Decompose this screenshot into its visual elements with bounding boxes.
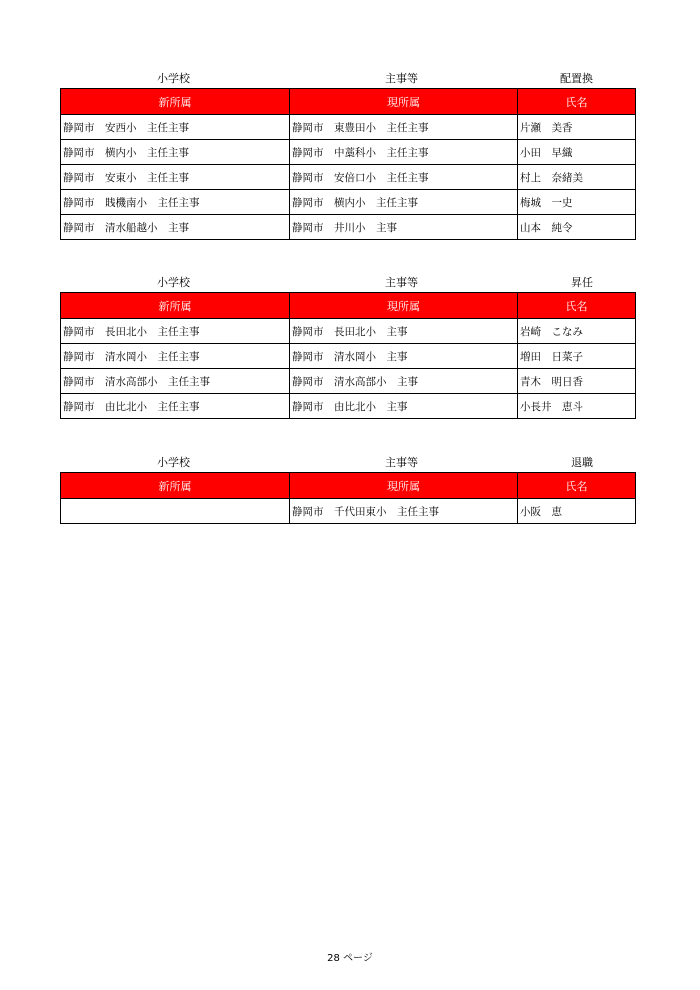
cell-new-affiliation: 静岡市 横内小 主任主事 — [61, 140, 290, 165]
table-row — [61, 190, 636, 215]
header-name: 氏名 — [518, 89, 636, 115]
cell-name: 青木 明日香 — [518, 369, 636, 394]
section-reassignment — [60, 66, 635, 240]
change-type-label: 配置換 — [560, 72, 593, 85]
header-current-affiliation: 現所属 — [290, 473, 518, 499]
table-row — [61, 165, 636, 190]
table-row — [61, 344, 636, 369]
cell-name: 村上 奈緒美 — [518, 165, 636, 190]
cell-name: 小田 早織 — [518, 140, 636, 165]
table-row — [61, 369, 636, 394]
cell-current-affiliation: 静岡市 由比北小 主事 — [290, 394, 518, 419]
header-new-affiliation: 新所属 — [61, 293, 290, 319]
header-current-affiliation: 現所属 — [290, 89, 518, 115]
table-row — [61, 115, 636, 140]
cell-new-affiliation: 静岡市 清水岡小 主任主事 — [61, 344, 290, 369]
personnel-table — [60, 472, 636, 524]
section-retirement — [60, 450, 635, 524]
cell-new-affiliation: 静岡市 賎機南小 主任主事 — [61, 190, 290, 215]
cell-current-affiliation: 静岡市 東豊田小 主任主事 — [290, 115, 518, 140]
header-name: 氏名 — [518, 473, 636, 499]
table-row — [61, 215, 636, 240]
cell-current-affiliation: 静岡市 長田北小 主事 — [290, 319, 518, 344]
cell-new-affiliation — [61, 499, 290, 524]
table-row — [61, 499, 636, 524]
school-type-label: 小学校 — [157, 72, 190, 85]
section-header — [60, 450, 635, 472]
header-name: 氏名 — [518, 293, 636, 319]
role-label: 主事等 — [385, 72, 418, 85]
role-label: 主事等 — [385, 276, 418, 289]
table-row — [61, 140, 636, 165]
cell-name: 増田 日菜子 — [518, 344, 636, 369]
section-promotion — [60, 270, 635, 419]
cell-name: 岩崎 こなみ — [518, 319, 636, 344]
cell-current-affiliation: 静岡市 安倍口小 主任主事 — [290, 165, 518, 190]
cell-new-affiliation: 静岡市 安東小 主任主事 — [61, 165, 290, 190]
header-new-affiliation: 新所属 — [61, 89, 290, 115]
personnel-table — [60, 88, 636, 240]
table-row — [61, 394, 636, 419]
cell-new-affiliation: 静岡市 由比北小 主任主事 — [61, 394, 290, 419]
change-type-label: 昇任 — [571, 276, 593, 289]
school-type-label: 小学校 — [157, 276, 190, 289]
cell-current-affiliation: 静岡市 清水岡小 主事 — [290, 344, 518, 369]
cell-name: 小長井 恵斗 — [518, 394, 636, 419]
header-current-affiliation: 現所属 — [290, 293, 518, 319]
cell-new-affiliation: 静岡市 長田北小 主任主事 — [61, 319, 290, 344]
cell-name: 小阪 恵 — [518, 499, 636, 524]
cell-current-affiliation: 静岡市 中藁科小 主任主事 — [290, 140, 518, 165]
table-header-row — [61, 473, 636, 499]
role-label: 主事等 — [385, 456, 418, 469]
cell-new-affiliation: 静岡市 安西小 主任主事 — [61, 115, 290, 140]
page-number: 28 ページ — [327, 953, 373, 964]
table-row — [61, 319, 636, 344]
table-header-row — [61, 89, 636, 115]
cell-current-affiliation: 静岡市 千代田東小 主任主事 — [290, 499, 518, 524]
change-type-label: 退職 — [571, 456, 593, 469]
table-header-row — [61, 293, 636, 319]
cell-new-affiliation: 静岡市 清水高部小 主任主事 — [61, 369, 290, 394]
cell-name: 梅城 一史 — [518, 190, 636, 215]
cell-new-affiliation: 静岡市 清水船越小 主事 — [61, 215, 290, 240]
section-header — [60, 66, 635, 88]
personnel-table — [60, 292, 636, 419]
cell-name: 片瀬 美香 — [518, 115, 636, 140]
cell-current-affiliation: 静岡市 横内小 主任主事 — [290, 190, 518, 215]
section-header — [60, 270, 635, 292]
cell-current-affiliation: 静岡市 井川小 主事 — [290, 215, 518, 240]
cell-name: 山本 純令 — [518, 215, 636, 240]
school-type-label: 小学校 — [157, 456, 190, 469]
header-new-affiliation: 新所属 — [61, 473, 290, 499]
cell-current-affiliation: 静岡市 清水高部小 主事 — [290, 369, 518, 394]
